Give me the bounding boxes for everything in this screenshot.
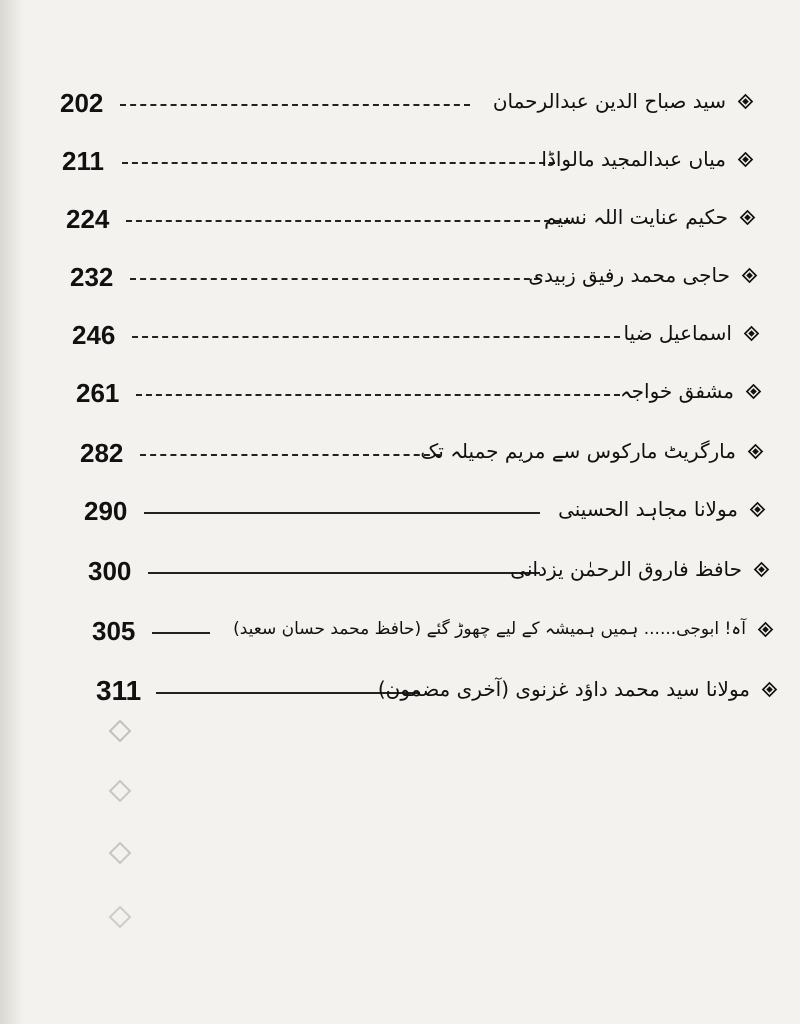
entry-title: مشفق خواجہ — [619, 379, 734, 403]
entry-title: مولانا مجاہد الحسینی — [558, 497, 738, 521]
page-number: 290 — [84, 496, 128, 526]
dot-leader — [152, 632, 210, 634]
dot-leader — [120, 104, 470, 106]
page-number: 224 — [66, 204, 110, 234]
diamond-icon — [754, 562, 769, 577]
page-number: 305 — [92, 616, 136, 646]
page-number: 211 — [62, 146, 104, 176]
toc-entry[interactable] — [0, 200, 800, 240]
ghost-diamond-icon — [110, 907, 130, 927]
entry-title: حاجی محمد رفیق زبیدی — [528, 263, 730, 287]
toc-entry[interactable] — [0, 316, 800, 356]
ghost-diamond-icon — [110, 781, 130, 801]
entry-title: حکیم عنایت اللہ نسیم — [544, 205, 728, 229]
diamond-icon — [750, 502, 765, 517]
dot-leader — [130, 278, 540, 280]
toc-entry[interactable] — [0, 672, 800, 712]
toc-entry[interactable] — [0, 492, 800, 532]
entry-title: مارگریٹ مارکوس سے مریم جمیلہ تک — [420, 439, 736, 463]
entry-title: مولانا سید محمد داؤد غزنوی (آخری مضمون) — [377, 677, 750, 701]
dot-leader — [144, 512, 540, 514]
diamond-icon — [746, 384, 761, 399]
toc-entry[interactable] — [0, 84, 800, 124]
toc-entry[interactable] — [0, 434, 800, 474]
page-number: 261 — [76, 378, 120, 408]
ghost-diamond-icon — [110, 843, 130, 863]
page-number: 202 — [60, 88, 104, 118]
diamond-icon — [758, 622, 773, 637]
entry-title: میاں عبدالمجید مالواڈا — [541, 147, 726, 171]
diamond-icon — [738, 94, 753, 109]
page-number: 232 — [70, 262, 114, 292]
diamond-icon — [740, 210, 755, 225]
diamond-icon — [748, 444, 763, 459]
entry-title: اسماعیل ضیا — [623, 321, 732, 345]
bleed-through-marks — [100, 715, 160, 975]
page-number: 282 — [80, 438, 124, 468]
page-number: 300 — [88, 556, 132, 586]
diamond-icon — [742, 268, 757, 283]
toc-entry[interactable] — [0, 374, 800, 414]
toc-entry[interactable] — [0, 258, 800, 298]
toc-entry[interactable] — [0, 612, 800, 652]
entry-title: حافظ فاروق الرحمٰن یزدانی — [510, 557, 742, 581]
diamond-icon — [744, 326, 759, 341]
dot-leader — [122, 162, 555, 164]
dot-leader — [126, 220, 570, 222]
toc-entry[interactable] — [0, 552, 800, 592]
entry-title: آہ! ابوجی...... ہمیں ہمیشہ کے لیے چھوڑ گئے (حافظ محمد حسان سعید) — [233, 619, 746, 639]
entry-title: سید صباح الدین عبدالرحمان — [492, 89, 726, 113]
diamond-icon — [738, 152, 753, 167]
page-number: 246 — [72, 320, 116, 350]
dot-leader — [132, 336, 620, 338]
dot-leader — [136, 394, 620, 396]
dot-leader — [148, 572, 540, 574]
toc-entry[interactable] — [0, 142, 800, 182]
ghost-diamond-icon — [110, 721, 130, 741]
diamond-icon — [762, 682, 777, 697]
page-number: 311 — [96, 675, 142, 706]
dot-leader — [140, 454, 440, 456]
